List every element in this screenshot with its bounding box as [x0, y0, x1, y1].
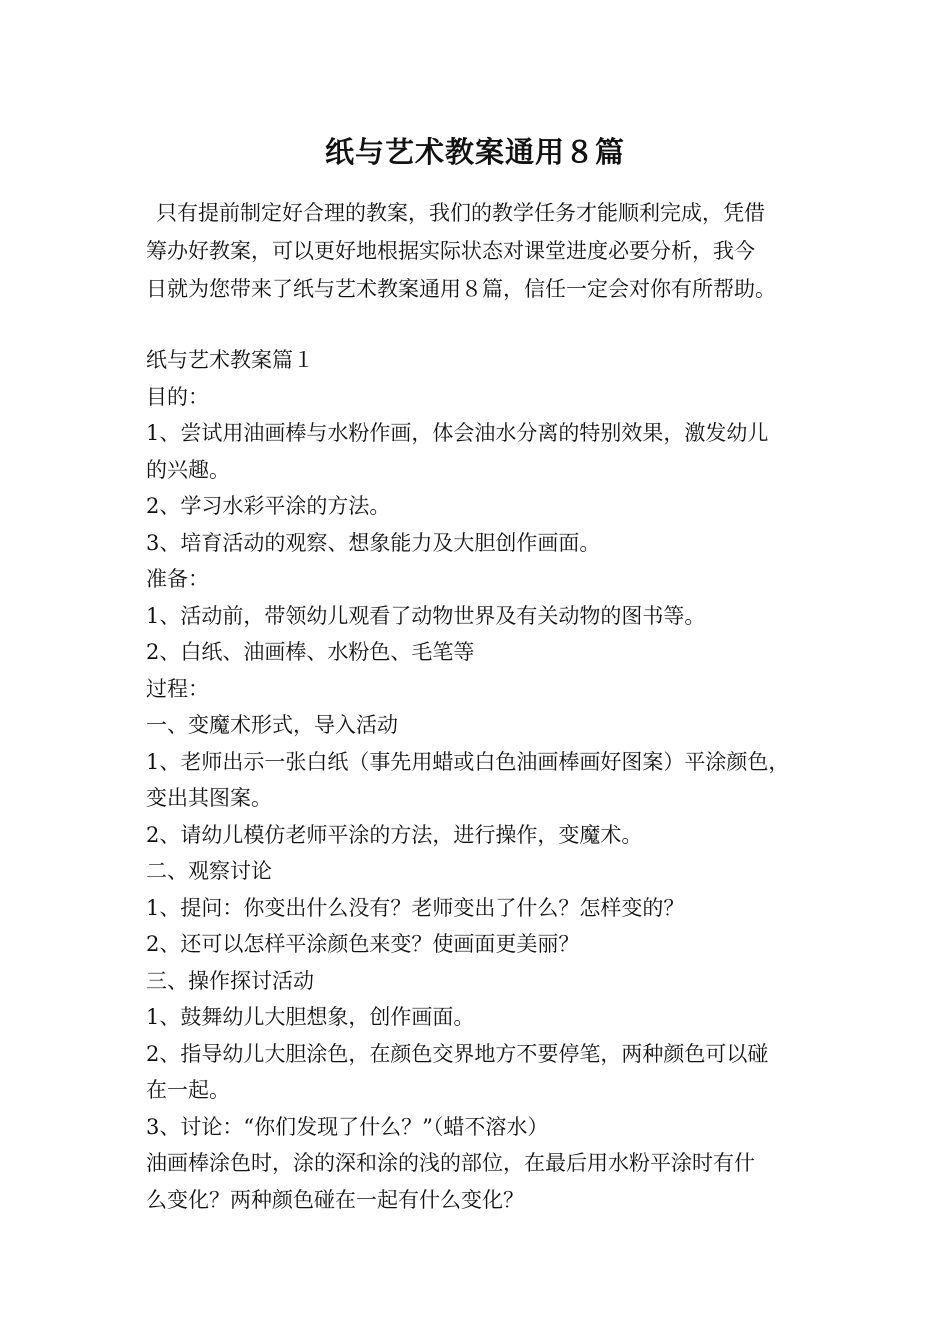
subheading-preparation: 准备： [146, 567, 209, 591]
intro-line: 筹办好教案，可以更好地根据实际状态对课堂进度必要分析，我今 [146, 239, 755, 263]
document-title: 纸与艺术教案通用８篇 [324, 135, 625, 169]
section-heading: 纸与艺术教案篇１ [146, 348, 314, 372]
body-line: 油画棒涂色时，涂的深和涂的浅的部位，在最后用水粉平涂时有什 [146, 1151, 755, 1175]
lesson-content [146, 342, 836, 1218]
intro-line: 只有提前制定好合理的教案，我们的教学任务才能顺利完成，凭借 [156, 201, 765, 225]
step-heading: 三、操作探讨活动 [146, 968, 314, 993]
body-line: 在一起。 [146, 1078, 230, 1102]
body-line: 2、白纸、油画棒、水粉色、毛笔等 [146, 640, 475, 664]
body-line: 2、学习水彩平涂的方法。 [146, 494, 391, 518]
body-line: 1、活动前，带领幼儿观看了动物世界及有关动物的图书等。 [146, 603, 706, 628]
body-line: 1、尝试用油画棒与水粉作画，体会油水分离的特别效果，激发幼儿 [146, 421, 769, 445]
intro-paragraph [146, 194, 826, 308]
body-line: 1、老师出示一张白纸（事先用蜡或白色油画棒画好图案）平涂颜色， [146, 749, 790, 774]
step-heading: 一、变魔术形式，导入活动 [146, 713, 398, 737]
body-line: 3、讨论：“你们发现了什么？”（蜡不溶水） [146, 1114, 549, 1139]
body-line: 变出其图案。 [146, 786, 272, 810]
body-line: 2、请幼儿模仿老师平涂的方法，进行操作，变魔术。 [146, 822, 643, 847]
body-line: 1、鼓舞幼儿大胆想象，创作画面。 [146, 1005, 475, 1029]
subheading-goal: 目的： [146, 384, 209, 409]
body-line: 2、指导幼儿大胆涂色，在颜色交界地方不要停笔，两种颜色可以碰 [146, 1041, 769, 1066]
intro-line: 日就为您带来了纸与艺术教案通用８篇，信任一定会对你有所帮助。 [146, 277, 776, 301]
subheading-process: 过程： [146, 676, 209, 701]
body-line: 的兴趣。 [146, 457, 230, 482]
body-line: 2、还可以怎样平涂颜色来变？使画面更美丽？ [146, 932, 580, 956]
body-line: 么变化？两种颜色碰在一起有什么变化？ [146, 1187, 524, 1212]
body-line: 3、培育活动的观察、想象能力及大胆创作画面。 [146, 530, 601, 555]
body-line: 1、提问：你变出什么没有？老师变出了什么？怎样变的？ [146, 895, 685, 920]
step-heading: 二、观察讨论 [146, 859, 272, 883]
